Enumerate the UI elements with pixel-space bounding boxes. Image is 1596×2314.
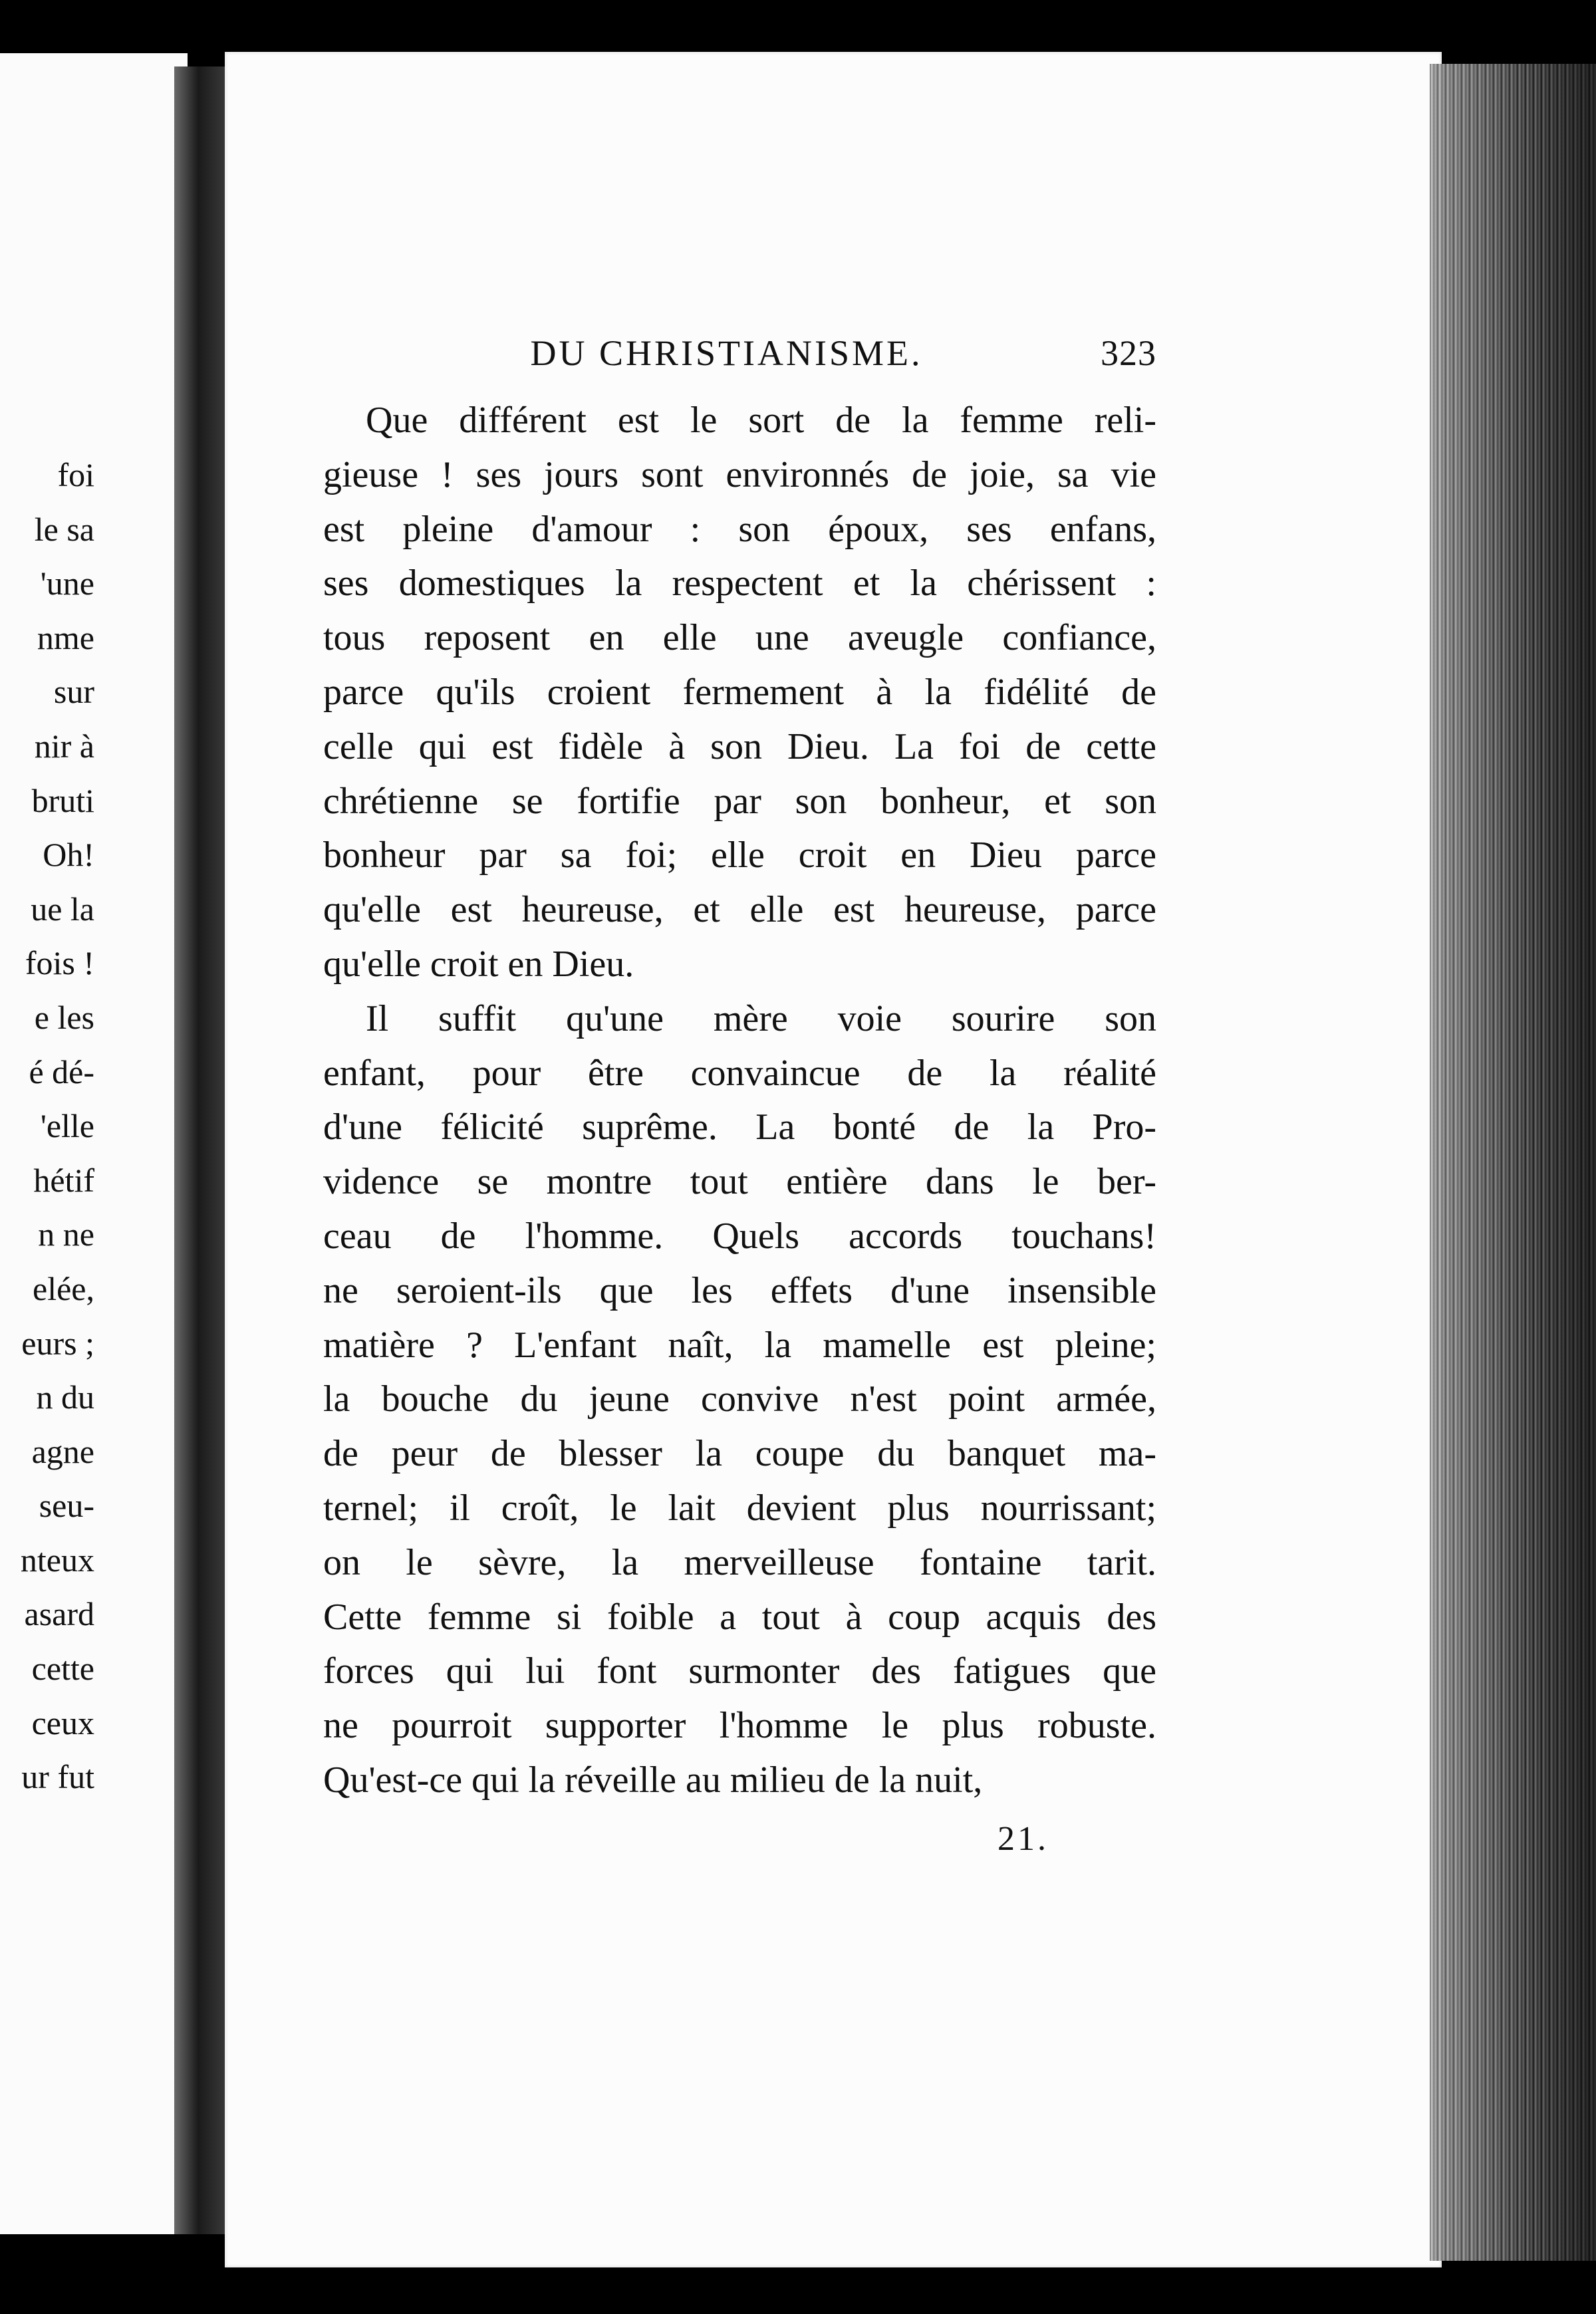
book-gutter-shadow: [174, 66, 227, 2234]
text-line: qu'elle est heureuse, et elle est heureuse, parce: [323, 889, 1156, 931]
text-line: forces qui lui font surmonter des fatigues que: [323, 1650, 1156, 1692]
text-line: la bouche du jeune convive n'est point armée,: [323, 1378, 1156, 1420]
text-line: d'une félicité suprême. La bonté de la Pro-: [323, 1106, 1156, 1148]
text-line: on le sèvre, la merveilleuse fontaine tarit.: [323, 1541, 1156, 1583]
previous-page-fragment: ur fut: [21, 1758, 94, 1796]
page-number: 323: [1101, 333, 1156, 373]
previous-page-fragment: 'une: [40, 565, 94, 602]
text-line: qu'elle croit en Dieu.: [323, 943, 634, 985]
text-line: ses domestiques la respectent et la chérissent :: [323, 563, 1156, 604]
previous-page-fragment: foi: [57, 456, 94, 493]
paragraph: [323, 394, 1156, 992]
previous-page-fragment: Oh!: [43, 836, 94, 874]
text-line: de peur de blesser la coupe du banquet ma-: [323, 1433, 1156, 1475]
previous-page-text-fragments: [0, 448, 94, 1805]
text-line: vidence se montre tout entière dans le ber-: [323, 1161, 1156, 1203]
previous-page-fragment: bruti: [31, 781, 94, 819]
running-title: DU CHRISTIANISME.: [530, 333, 923, 373]
text-line: Il suffit qu'une mère voie sourire son: [366, 997, 1156, 1039]
previous-page-fragment: agne: [31, 1432, 94, 1470]
previous-page-fragment: nteux: [20, 1541, 94, 1579]
body-text: [323, 394, 1156, 1808]
previous-page-fragment: hétif: [33, 1161, 94, 1199]
text-line: parce qu'ils croient fermement à la fidélité de: [323, 671, 1156, 713]
previous-page-fragment: asard: [24, 1595, 94, 1633]
previous-page-fragment: é dé-: [29, 1053, 94, 1091]
page-edges-shading: [1430, 64, 1596, 2261]
text-line: Que différent est le sort de la femme reli-: [366, 400, 1156, 441]
text-line: Qu'est-ce qui la réveille au milieu de la nuit,: [323, 1759, 983, 1801]
paragraph: [323, 992, 1156, 1808]
text-line: chrétienne se fortifie par son bonheur, et son: [323, 780, 1156, 822]
text-line: ne seroient-ils que les effets d'une insensible: [323, 1269, 1156, 1311]
text-line: gieuse ! ses jours sont environnés de joie, sa vie: [323, 453, 1156, 495]
previous-page-fragment: nir à: [34, 727, 94, 765]
previous-page-fragment: sur: [53, 673, 94, 711]
previous-page: [0, 53, 188, 2234]
previous-page-fragment: cette: [31, 1650, 94, 1688]
text-line: tous reposent en elle une aveugle confiance,: [323, 617, 1156, 659]
text-line: matière ? L'enfant naît, la mamelle est pleine;: [323, 1324, 1156, 1366]
text-line: Cette femme si foible a tout à coup acquis des: [323, 1596, 1156, 1638]
text-line: enfant, pour être convaincue de la réalité: [323, 1052, 1156, 1094]
previous-page-fragment: ceux: [31, 1704, 94, 1741]
previous-page-fragment: eurs ;: [21, 1324, 94, 1362]
running-head: [323, 332, 1156, 379]
text-line: bonheur par sa foi; elle croit en Dieu parce: [323, 835, 1156, 876]
previous-page-fragment: e les: [34, 998, 94, 1036]
previous-page-fragment: fois !: [25, 944, 94, 982]
previous-page-fragment: seu-: [39, 1487, 94, 1525]
previous-page-fragment: n du: [36, 1378, 94, 1416]
signature-mark: 21.: [998, 1820, 1049, 1858]
text-line: ne pourroit supporter l'homme le plus robuste.: [323, 1705, 1156, 1747]
previous-page-fragment: ue la: [31, 890, 94, 928]
previous-page-fragment: nme: [37, 618, 94, 656]
text-line: ceau de l'homme. Quels accords touchans!: [323, 1215, 1156, 1257]
previous-page-fragment: 'elle: [40, 1107, 94, 1145]
previous-page-fragment: elée,: [33, 1269, 94, 1307]
text-line: celle qui est fidèle à son Dieu. La foi de cette: [323, 725, 1156, 767]
previous-page-fragment: le sa: [34, 510, 94, 548]
text-line: ternel; il croît, le lait devient plus nourrissant;: [323, 1487, 1156, 1529]
text-line: est pleine d'amour : son époux, ses enfans,: [323, 508, 1156, 550]
previous-page-fragment: n ne: [38, 1216, 94, 1253]
